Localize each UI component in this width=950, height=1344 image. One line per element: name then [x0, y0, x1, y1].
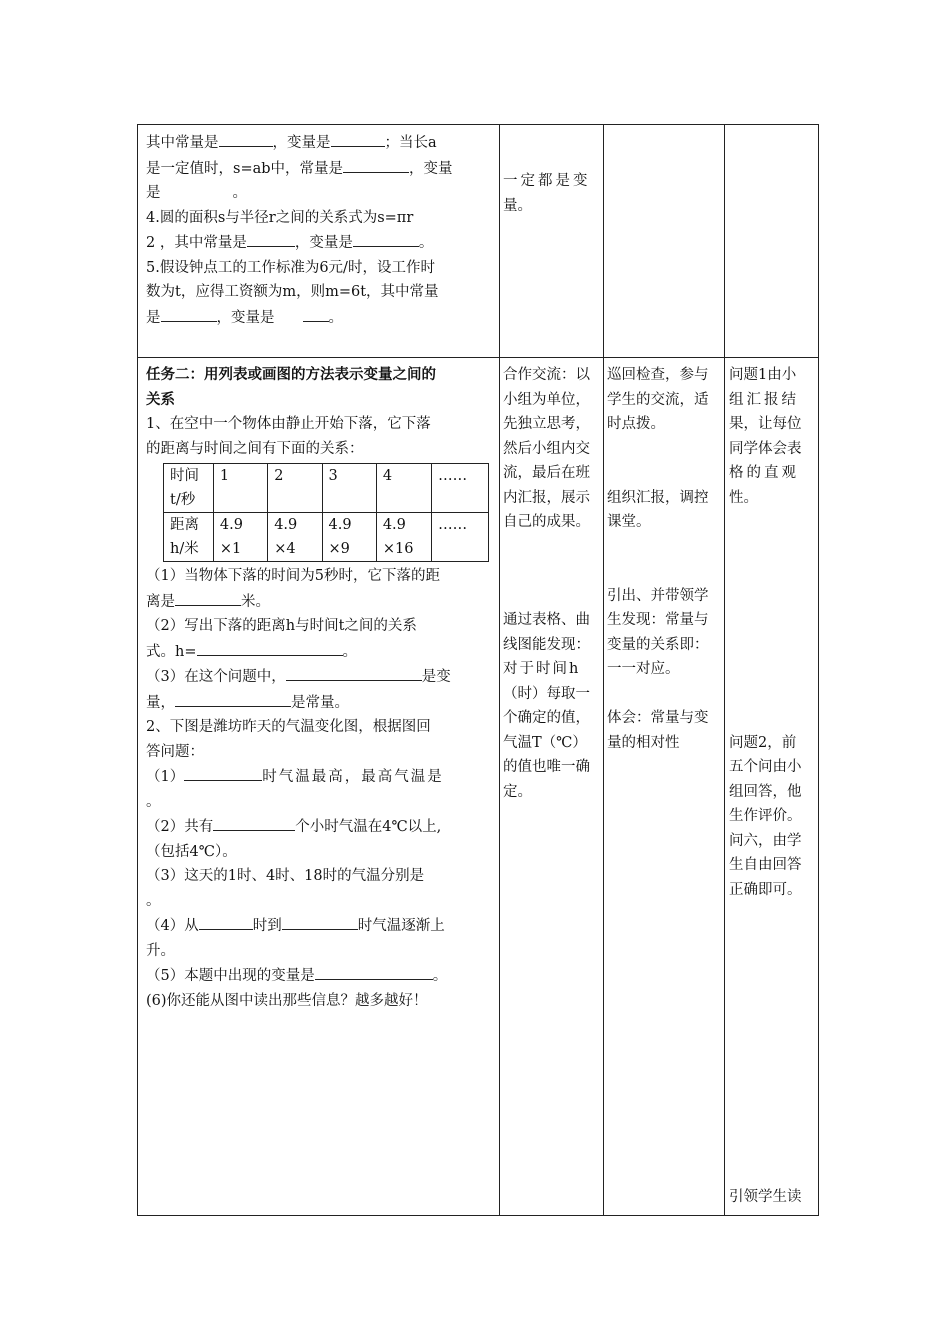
- teacher-cell: 巡回检查，参与 学生的交流，适 时点拨。 组织汇报，调控 课堂。 引出、并带领学 生发现：常量与 变量的关系即： 一一对应。 体会：常量与变 量的相对性: [604, 358, 725, 1216]
- answer-blank[interactable]: [247, 230, 295, 247]
- content-cell: 其中常量是 ，变量是 ；当长a 是一定值时，s=ab中，常量是 ，变量 是 。 4.圆的面积s与半径r之间的关系式为s=πr 2 ，其中常量是 ，变量是 。 5.假设钟点工的工作标准为6元/时，设工作时 数为t，应得工资额为m，则m=6t，其中常量 是 ，变量是 。: [138, 125, 500, 358]
- answer-blank[interactable]: [315, 963, 433, 980]
- note-cell: 问题1由小 组汇报结 果，让每位 同学体会表 格的直观 性。 问题2，前 五个问由小 组回答，他 生作评价。 问六，由学 生自由回答 正确即可。 引领学生读: [725, 358, 819, 1216]
- answer-blank[interactable]: [282, 913, 358, 930]
- answer-blank[interactable]: [286, 664, 422, 681]
- answer-blank[interactable]: [343, 156, 409, 173]
- answer-blank[interactable]: [213, 814, 295, 831]
- answer-blank[interactable]: [197, 639, 343, 656]
- activity-cell: 一定都是变 量。: [500, 125, 604, 358]
- content-cell: 任务二：用列表或画图的方法表示变量之间的 关系 1、在空中一个物体由静止开始下落，它下落 的距离与时间之间有下面的关系： 时间 t/秒 1 2 3 4 …… 距离 h/米 4.9 ×1 4.9 ×4 4.9 ×9 4.9 ×16 …… （1）当物体下落的时间为5秒时，它下落的距 离是 米。 （2）写出下落的距离h与时间t之间的关系 式。h= 。 （3）在这个问题中， 是变 量， 是常量。 2、下图是潍坊昨天的气温变化图，根据图回 答问题： （1） 时气温最高，最高气温是 。 （2）共有 个小时气温在4℃以上, （包括4℃）。 （3）这天的1时、4时、18时的气温分别是 。 （4）从 时到 时气温逐渐上 升。 （5）本题中出现的变量是 。 (6)你还能从图中读出那些信息？越多越好！: [138, 358, 500, 1216]
- answer-blank[interactable]: [184, 764, 262, 781]
- answer-blank[interactable]: [175, 690, 291, 707]
- fall-distance-table: 时间 t/秒 1 2 3 4 …… 距离 h/米 4.9 ×1 4.9 ×4 4.9 ×9 4.9 ×16 ……: [163, 463, 489, 562]
- table-row: [138, 125, 819, 358]
- table-row: [138, 358, 819, 1216]
- lesson-plan-table: [137, 124, 819, 1216]
- answer-blank[interactable]: [175, 589, 241, 606]
- answer-blank[interactable]: [161, 305, 217, 322]
- note-cell: [725, 125, 819, 358]
- answer-blank[interactable]: [331, 130, 385, 147]
- activity-cell: 合作交流：以 小组为单位， 先独立思考， 然后小组内交 流，最后在班 内汇报，展示 自己的成果。 通过表格、曲 线图能发现： 对于时间h （时）每取一 个确定的值， 气温T（℃） 的值也唯一确 定。: [500, 358, 604, 1216]
- task-title: 任务二：用列表或画图的方法表示变量之间的: [146, 366, 436, 383]
- answer-blank[interactable]: [199, 913, 253, 930]
- teacher-cell: [604, 125, 725, 358]
- answer-blank[interactable]: [353, 230, 419, 247]
- answer-blank[interactable]: [303, 305, 329, 322]
- answer-blank[interactable]: [219, 130, 273, 147]
